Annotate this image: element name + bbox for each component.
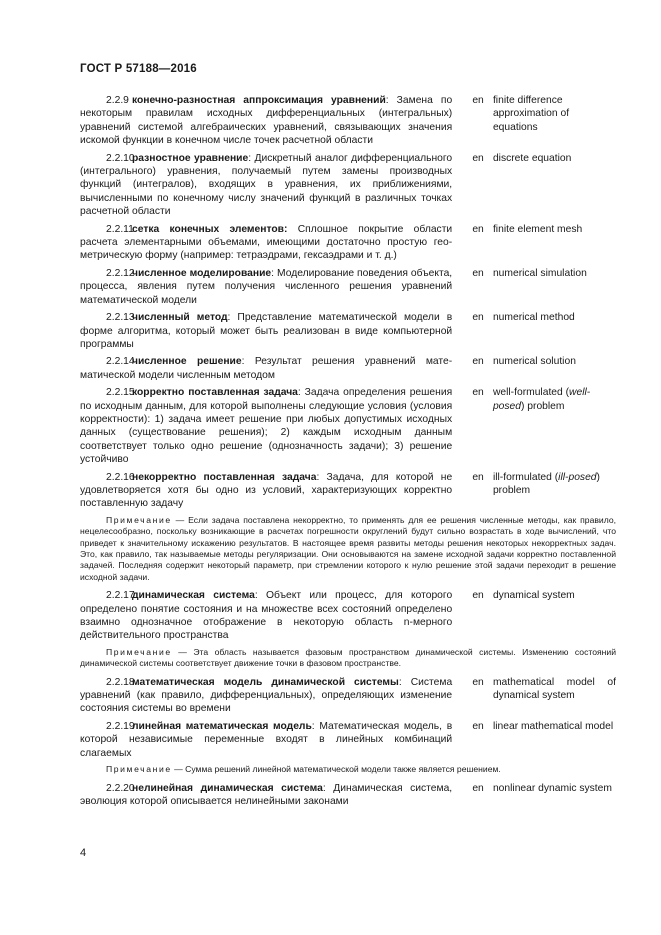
term-name: нелинейная динамическая система bbox=[132, 782, 323, 794]
language-code: en bbox=[472, 95, 484, 106]
note-label: Примечание bbox=[106, 646, 172, 657]
term-entry bbox=[80, 720, 616, 760]
english-equivalent: dynamical system bbox=[492, 590, 575, 602]
term-name: разностное уравнение bbox=[132, 152, 249, 164]
term-definition: 2.2.18математическая модель динамической системы: Система уравнений (как правило, дифференциальных), определяющих изменение состояния системы во времени bbox=[80, 676, 453, 715]
term-name: динамическая система bbox=[132, 590, 255, 602]
language-code: en bbox=[472, 590, 484, 602]
term-definition: 2.2.16некорректно поставленная задача: Задача, для которой не удовлетворяется хотя бы одно из условий, характеризующих корректно поставленную задачу bbox=[80, 471, 453, 510]
term-entry bbox=[80, 676, 616, 716]
term-name: численное решение bbox=[132, 356, 242, 368]
document-header: ГОСТ Р 57188—2016 bbox=[80, 63, 197, 75]
language-code: en bbox=[472, 223, 484, 235]
term-name: численный метод bbox=[132, 312, 228, 324]
english-equivalent: finite element mesh bbox=[492, 223, 583, 235]
term-definition: 2.2.19линейная математическая модель: Математическая модель, в которой независимые переменные входят в линейных комбинаций слагаемых bbox=[80, 720, 453, 759]
term-definition: 2.2.11сетка конечных элементов: Сплошное покрытие области расчета элементарными объемами, имеющими достаточно простую геометрическую форму (например: тетраэдрами, гексаэдрами и т. д.) bbox=[80, 223, 453, 262]
term-definition: 2.2.15корректно поставленная задача: Задача определения решения по исходным данным, для которой выполнены следующие условия (условия корректности): 1) задача имеет решение при любых допустимых исходных данных (существование решения); 2) каждым исходным данным соответствует только одно решение (однозначность задачи); 3) решение устойчиво bbox=[80, 387, 453, 466]
english-equivalent: ill-formulated (ill-posed) problem bbox=[492, 471, 600, 496]
language-code: en bbox=[472, 267, 484, 279]
note-label: Примечание bbox=[106, 514, 172, 525]
english-equivalent: numerical method bbox=[492, 312, 575, 324]
term-entry bbox=[80, 589, 616, 643]
note-paragraph: Примечание — Эта область называется фазовым пространством динамической системы. Изменению состояний динамической системы соответствует движение точки в фазовом пространстве. bbox=[80, 646, 616, 669]
term-definition: 2.2.12численное моделирование: Моделирование поведения объекта, процесса, явления путем получения численного решения уравнений математической модели bbox=[80, 267, 453, 306]
term-entry bbox=[80, 471, 616, 511]
term-entry bbox=[80, 267, 616, 307]
english-equivalent: nonlinear dynamic system bbox=[492, 782, 612, 794]
term-entry bbox=[80, 94, 616, 148]
english-equivalent: mathematical model of dynamical system bbox=[492, 676, 616, 702]
language-code: en bbox=[472, 471, 484, 483]
term-entry bbox=[80, 386, 616, 466]
term-definition: 2.2.10разностное уравнение: Дискретный аналог дифференциального (интегрального) уравнения, получаемый путем замены производных функций (интегралов), входящих в уравнения, их приближениями, вычисленными по конечному числу значений функций в различных точках расчетной области bbox=[80, 152, 453, 218]
language-code: en bbox=[472, 356, 484, 368]
language-code: en bbox=[472, 152, 484, 164]
term-name: линейная математическая модель bbox=[132, 720, 312, 732]
term-name: корректно поставленная задача bbox=[132, 387, 298, 399]
term-definition: 2.2.14численное решение: Результат решения уравнений математической модели численным методом bbox=[80, 356, 453, 381]
term-entry bbox=[80, 311, 616, 351]
term-definition: 2.2.17динамическая система: Объект или процесс, для которого определено понятие состояния и на множестве всех состояний определено взаимно однозначное отображение в некоторую область n-мерного действительного пространства bbox=[80, 590, 453, 642]
language-code: en bbox=[472, 720, 484, 732]
term-name: сетка конечных элементов: bbox=[132, 223, 288, 235]
page-number: 4 bbox=[80, 847, 87, 859]
language-code: en bbox=[472, 676, 484, 688]
language-code: en bbox=[472, 387, 484, 399]
english-equivalent: well-formulated (well-posed) problem bbox=[492, 387, 591, 412]
language-code: en bbox=[472, 782, 484, 794]
note-paragraph: Примечание — Сумма решений линейной математической модели также является решением. bbox=[106, 764, 501, 775]
english-equivalent: finite difference approximation of equations bbox=[492, 95, 570, 133]
english-equivalent: numerical simulation bbox=[492, 267, 587, 279]
note-paragraph: Примечание — Если задача поставлена некорректно, то применять для ее решения численные методы, как правило, нецелесообразно, поскольку возникающие в расчетах погрешности округлений будут сильно возрастать в ходе вычислений, что приведет к значительному искажению результатов. В настоящее время развиты методы решения некоторых некорректных задач. Это, как правило, так называемые методы регуляризации. Они основываются на замене исходной задачи корректно поставленной задачей. Последняя содержит некоторый параметр, при стремлении которого к нулю решение этой задачи переходит в решение исходной задачи. bbox=[80, 514, 616, 582]
term-entry bbox=[80, 355, 616, 382]
english-equivalent: discrete equation bbox=[492, 152, 572, 164]
language-code: en bbox=[472, 312, 484, 324]
english-equivalent: numerical solution bbox=[492, 356, 576, 368]
english-equivalent: linear mathematical model bbox=[492, 720, 614, 732]
note-label: Примечание bbox=[106, 764, 172, 775]
term-entry bbox=[80, 782, 616, 809]
term-name: численное моделирование bbox=[132, 267, 272, 279]
term-name: конечно-разностная аппроксимация уравнений bbox=[132, 95, 386, 106]
term-entry bbox=[80, 223, 616, 263]
term-definition: 2.2.9 конечно-разностная аппроксимация уравнений: Замена по некоторым правилам исходных дифференциальных (интегральных) уравнений системой алгебраических уравнений, связывающих значения искомой функции в конечном числе точек расчетной области bbox=[80, 95, 453, 147]
term-definition: 2.2.13численный метод: Представление математической модели в форме алгоритма, который может быть реализован в виде компьютерной программы bbox=[80, 312, 453, 350]
term-entry bbox=[80, 152, 616, 219]
terms-section bbox=[80, 94, 616, 812]
term-definition: 2.2.20нелинейная динамическая система: Динамическая система, эволюция которой описывается нелинейными законами bbox=[80, 782, 453, 807]
term-name: некорректно поставленная задача bbox=[132, 471, 317, 483]
term-name: математическая модель динамической системы bbox=[132, 676, 399, 688]
